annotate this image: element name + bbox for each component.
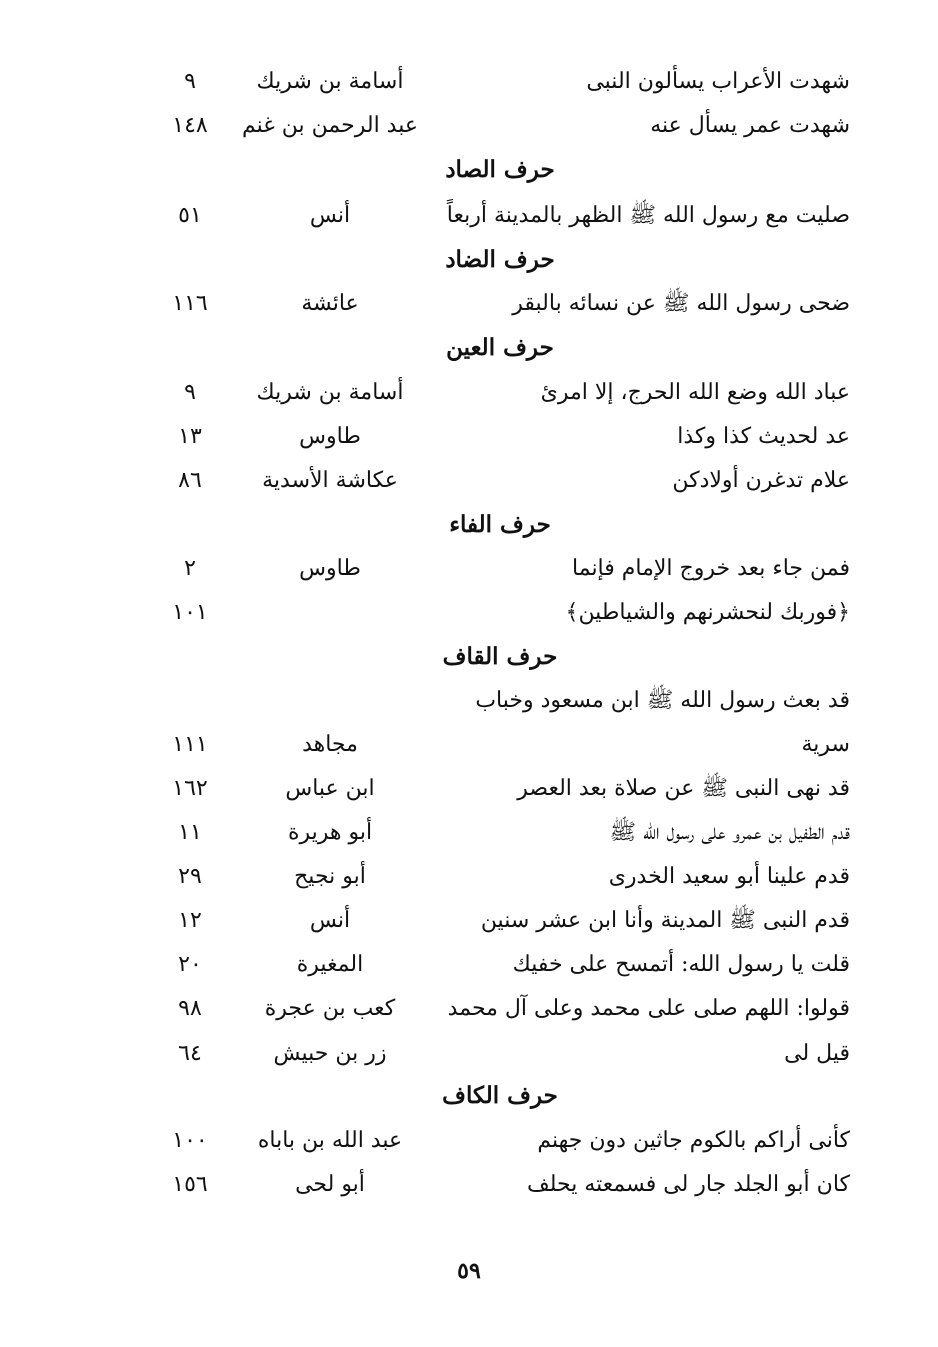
index-entry xyxy=(150,857,850,897)
page-reference: ١٤٨ xyxy=(172,113,208,138)
index-entry xyxy=(150,461,850,501)
page-reference: ٩ xyxy=(184,380,196,405)
hadith-opening: علام تدغرن أولادكن xyxy=(672,468,850,493)
hadith-opening: قدم الطفيل بن عمرو على رسول الله ﷺ xyxy=(609,820,850,845)
page-reference: ١١ xyxy=(178,820,202,845)
index-entry xyxy=(150,901,850,941)
narrator: أسامة بن شريك xyxy=(256,380,404,405)
index-entry xyxy=(150,681,850,721)
narrator: أنس xyxy=(309,203,351,228)
index-entry xyxy=(150,549,850,589)
narrator: مجاهد xyxy=(302,732,358,757)
hadith-opening: قد بعث رسول الله ﷺ ابن مسعود وخباب xyxy=(475,688,850,713)
narrator: ابن عباس xyxy=(285,776,375,801)
page-number: ٥٩ xyxy=(457,1258,481,1284)
section-heading: حرف العين xyxy=(446,334,554,361)
page-reference: ٢ xyxy=(184,556,196,581)
hadith-opening: عباد الله وضع الله الحرج، إلا امرئ xyxy=(540,380,850,405)
page-reference: ٢٩ xyxy=(178,864,202,889)
narrator: أبو هريرة xyxy=(287,820,373,845)
narrator: عبد الله بن باباه xyxy=(257,1128,403,1153)
narrator: أبو نجيح xyxy=(294,864,366,889)
index-entry xyxy=(150,989,850,1029)
narrator: أبو لحى xyxy=(295,1172,365,1197)
narrator: كعب بن عجرة xyxy=(264,996,396,1021)
index-entry xyxy=(150,62,850,102)
index-entry xyxy=(150,769,850,809)
hadith-opening: قيل لى xyxy=(784,1041,850,1066)
hadith-opening: كان أبو الجلد جار لى فسمعته يحلف xyxy=(527,1172,850,1197)
page-reference: ٢٠ xyxy=(178,952,202,977)
page-reference: ١٢ xyxy=(178,908,202,933)
index-entry xyxy=(150,1165,850,1205)
hadith-opening: قولوا: اللهم صلى على محمد وعلى آل محمد xyxy=(447,996,850,1021)
hadith-opening: كأنى أراكم بالكوم جاثين دون جهنم xyxy=(537,1128,850,1153)
index-entry xyxy=(150,1034,850,1074)
index-entry xyxy=(150,417,850,457)
hadith-opening: شهدت الأعراب يسألون النبى xyxy=(586,69,850,94)
section-heading: حرف الضاد xyxy=(445,246,555,273)
page-reference: ١١١ xyxy=(172,732,208,757)
narrator: زر بن حبيش xyxy=(273,1041,387,1066)
page-reference: ١٥٦ xyxy=(172,1172,208,1197)
section-heading: حرف الكاف xyxy=(442,1082,558,1109)
page-reference: ٩٨ xyxy=(178,996,202,1021)
page-reference: ٥١ xyxy=(178,203,202,228)
hadith-opening: ضحى رسول الله ﷺ عن نسائه بالبقر xyxy=(512,291,850,316)
narrator: عكاشة الأسدية xyxy=(262,468,398,493)
narrator: عبد الرحمن بن غنم xyxy=(242,113,418,138)
page-reference: ١١٦ xyxy=(172,291,208,316)
hadith-opening: قلت يا رسول الله: أتمسح على خفيك xyxy=(512,952,850,977)
section-heading: حرف القاف xyxy=(442,643,558,670)
page-reference: ١٠١ xyxy=(172,600,208,625)
hadith-opening: قد نهى النبى ﷺ عن صلاة بعد العصر xyxy=(517,776,850,801)
index-entry xyxy=(150,106,850,146)
page-reference: ٩ xyxy=(184,69,196,94)
page-reference: ٨٦ xyxy=(178,468,202,493)
narrator: طاوس xyxy=(299,556,361,581)
hadith-opening: ﴿فوربك لنحشرنهم والشياطين﴾ xyxy=(565,600,850,625)
hadith-opening: فمن جاء بعد خروج الإمام فإنما xyxy=(572,556,850,581)
page-reference: ١٠٠ xyxy=(172,1128,208,1153)
narrator: أنس xyxy=(309,908,351,933)
section-heading: حرف الصاد xyxy=(445,156,555,183)
section-heading: حرف الفاء xyxy=(449,511,551,538)
index-entry xyxy=(150,593,850,633)
index-entry xyxy=(150,813,850,853)
narrator: المغيرة xyxy=(296,952,364,977)
page-reference: ١٣ xyxy=(178,424,202,449)
index-entry xyxy=(150,373,850,413)
index-entry xyxy=(150,284,850,324)
index-entry xyxy=(150,945,850,985)
hadith-opening: صليت مع رسول الله ﷺ الظهر بالمدينة أربعاً xyxy=(446,203,850,228)
hadith-opening: قدم النبى ﷺ المدينة وأنا ابن عشر سنين xyxy=(480,908,850,933)
narrator: أسامة بن شريك xyxy=(256,69,404,94)
hadith-opening: شهدت عمر يسأل عنه xyxy=(650,113,850,138)
index-entry xyxy=(150,1121,850,1161)
hadith-opening: عد لحديث كذا وكذا xyxy=(677,424,850,449)
page-reference: ١٦٢ xyxy=(172,776,208,801)
page-reference: ٦٤ xyxy=(178,1041,202,1066)
index-entry xyxy=(150,725,850,765)
narrator: عائشة xyxy=(301,291,359,316)
hadith-opening: سرية xyxy=(801,732,850,757)
index-entry xyxy=(150,196,850,236)
hadith-opening: قدم علينا أبو سعيد الخدرى xyxy=(608,864,850,889)
narrator: طاوس xyxy=(299,424,361,449)
